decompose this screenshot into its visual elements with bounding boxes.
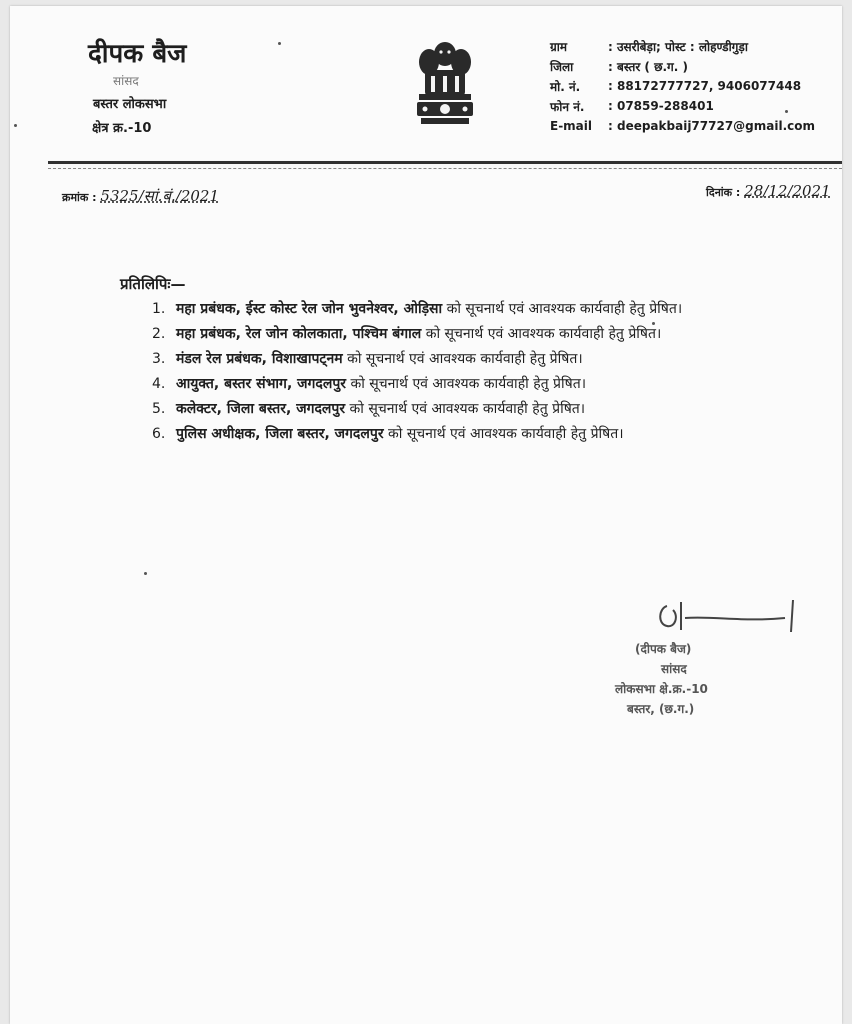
contact-row-mobile: मो. नं. : 88172777727, 9406077448 xyxy=(550,79,802,94)
signatory-constituency: लोकसभा क्षे.क्र.-10 xyxy=(615,682,708,696)
list-item: 3. मंडल रेल प्रबंधक, विशाखापट्नम को सूचनार्थ एवं आवश्यक कार्यवाही हेतु प्रेषित। xyxy=(152,351,583,367)
reference-number: क्रमांक : 5325/सां.बं./2021 xyxy=(62,187,219,205)
list-item: 6. पुलिस अधीक्षक, जिला बस्तर, जगदलपुर को सूचनार्थ एवं आवश्यक कार्यवाही हेतु प्रेषित। xyxy=(152,426,624,442)
contact-row-village: ग्राम : उसरीबेड़ा; पोस्ट : लोहण्डीगुड़ा xyxy=(550,39,748,54)
sender-name: दीपक बैज xyxy=(88,39,187,69)
list-item: 5. कलेक्टर, जिला बस्तर, जगदलपुर को सूचनार्थ एवं आवश्यक कार्यवाही हेतु प्रेषित। xyxy=(152,401,586,417)
signatory-place: बस्तर, (छ.ग.) xyxy=(627,702,695,716)
handwritten-signature-icon xyxy=(645,596,815,636)
scan-speck xyxy=(278,42,281,45)
contact-block xyxy=(550,36,815,136)
date-value: 28/12/2021 xyxy=(744,182,831,200)
signatory-designation: सांसद xyxy=(661,662,687,676)
sender-designation: सांसद xyxy=(113,74,139,88)
constituency-number: क्षेत्र क्र.-10 xyxy=(92,121,152,136)
contact-row-email: E-mail : deepakbaij77727@gmail.com xyxy=(550,119,816,133)
scan-speck xyxy=(785,110,788,113)
copy-heading: प्रतिलिपिः— xyxy=(120,275,186,293)
scan-speck xyxy=(144,572,147,575)
letter-page xyxy=(10,6,842,1024)
header-divider-dashed xyxy=(48,168,842,169)
list-item: 2. महा प्रबंधक, रेल जोन कोलकाता, पश्चिम बंगाल को सूचनार्थ एवं आवश्यक कार्यवाही हेतु प्रेषित। xyxy=(152,326,662,342)
national-emblem-icon xyxy=(405,32,485,132)
copy-list xyxy=(152,298,802,448)
contact-row-district: जिला : बस्तर ( छ.ग. ) xyxy=(550,59,689,74)
list-item: 4. आयुक्त, बस्तर संभाग, जगदलपुर को सूचनार्थ एवं आवश्यक कार्यवाही हेतु प्रेषित। xyxy=(152,376,587,392)
scan-speck xyxy=(652,322,655,325)
header-divider xyxy=(48,161,842,164)
contact-row-phone: फोन नं. : 07859-288401 xyxy=(550,99,714,114)
constituency: बस्तर लोकसभा xyxy=(93,97,167,112)
reference-value: 5325/सां.बं./2021 xyxy=(100,187,219,205)
signature-block xyxy=(605,596,785,726)
signatory-name: (दीपक बैज) xyxy=(635,642,692,656)
list-item: 1. महा प्रबंधक, ईस्ट कोस्ट रेल जोन भुवनेश्वर, ओड़िसा को सूचनार्थ एवं आवश्यक कार्यवाही हेतु प्रेषित। xyxy=(152,301,683,317)
scan-speck xyxy=(14,124,17,127)
letter-date: दिनांक : 28/12/2021 xyxy=(706,182,831,200)
